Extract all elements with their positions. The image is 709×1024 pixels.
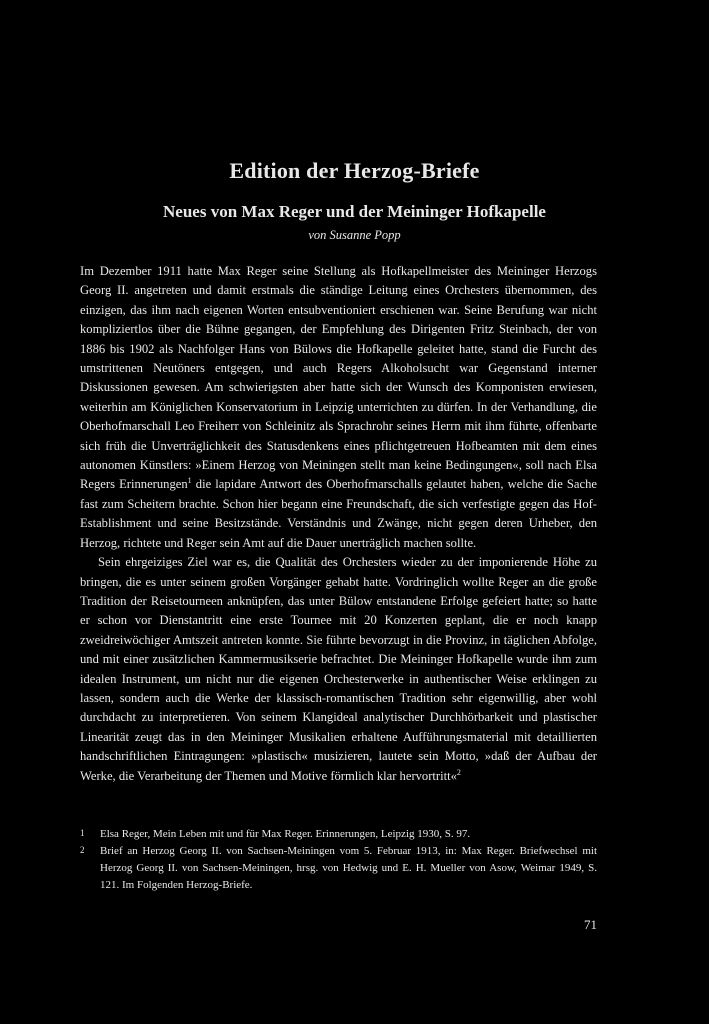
- footnote-number: 1: [80, 828, 85, 838]
- byline-prefix: von: [308, 228, 327, 242]
- footnote-text: Elsa Reger, Mein Leben mit und für Max Reger. Erinnerungen, Leipzig 1930, S. 97.: [100, 828, 471, 840]
- paragraph-2: [80, 553, 597, 786]
- footnote-ref-2[interactable]: 2: [456, 767, 461, 777]
- footnote-number: 2: [80, 845, 85, 855]
- footnote-1: [80, 826, 597, 843]
- footnote-2: [80, 843, 597, 894]
- article-byline: [0, 228, 709, 243]
- article-title: Edition der Herzog-Briefe: [229, 158, 480, 183]
- article-subtitle: Neues von Max Reger und der Meininger Hofkapelle: [163, 202, 546, 221]
- paragraph-1-text-b: die lapidare Antwort des Oberhofmarschalls gelautet haben, welche die Sache fast zum Scheitern brachte. Schon hier begann eine Freundschaft, die sich verfestigte gegen das Hof-Establishment und seine Besitzstände. Verständnis und Zwänge, nicht gegen deren Urheber, den Herzog, richtete und Reger sein Amt auf die Dauer unerträglich machen sollte.: [80, 477, 597, 550]
- paragraph-2-text-a: Sein ehrgeiziges Ziel war es, die Qualität des Orchesters wieder zu der imponierende Höhe zu bringen, die es unter seinem großen Vorgänger gehabt hatte. Vordringlich wollte Reger an die große Tradition der Reisetourneen anknüpfen, das unter Bülow entstandene Erfolge gefeiert hatte; so hatte er schon vor Dienstantritt eine erste Tournee mit 20 Konzerten geplant, die er noch knapp zweidreiwöchiger Amtszeit antreten konnte. Sie führte bevorzugt in die Provinz, in täglichen Abfolge, und mit einer zusätzlichen Kammermusikserie befrachtet. Die Meininger Hofkapelle wurde ihm zum idealen Instrument, um nicht nur die eigenen Orchesterwerke in authentischer Weise erklingen zu lassen, sondern auch die Werke der klassisch-romantischen Tradition sehr eigenwillig, aber wohl durchdacht zu interpretieren. Von seinem Klangideal analytischer Durchhörbarkeit und plastischer Linearität zeugt das in den Meininger Musikalien erhaltene Aufführungsmaterial mit detaillierten handschriftlichen Eintragungen: »plastisch« musizieren, lautete sein Motto, »daß der Aufbau der Werke, die Verarbeitung der Themen und Motive förmlich klar hervortritt«: [80, 555, 597, 783]
- paragraph-1: [80, 262, 597, 553]
- article-body: [80, 262, 597, 786]
- paragraph-1-text-a: Im Dezember 1911 hatte Max Reger seine Stellung als Hofkapellmeister des Meininger Herzogs Georg II. angetreten und damit erstmals die ständige Leitung eines Orchesters übernommen, des einzigen, das ihm nach eigenen Worten entsubventioniert erschienen war. Seine Berufung war nicht kompliziertlos über die Bühne gegangen, der Empfehlung des Dirigenten Fritz Steinbach, der von 1886 bis 1902 als Nachfolger Hans von Bülows die Hofkapelle geleitet hatte, stand die Furcht des umstrittenen Neutöners entgegen, und auch Regers Alkoholsucht war Gegenstand interner Diskussionen gewesen. Am schwierigsten aber hatte sich der Wunsch des Komponisten erwiesen, weiterhin am Königlichen Konservatorium in Leipzig unterrichten zu dürfen. In der Verhandlung, die Oberhofmarschall Leo Freiherr von Schleinitz als Sprachrohr seines Herrn mit ihm führte, offenbarte sich früh die Unverträglichkeit des Statusdenkens eines pflichtgetreuen Hofbeamten mit dem eines autonomen Künstlers: »Einem Herzog von Meiningen stellt man keine Bedingungen«, soll nach Elsa Regers Erinnerungen: [80, 264, 597, 492]
- byline-author: Susanne Popp: [329, 228, 401, 242]
- footnotes: [80, 826, 597, 894]
- footnote-text: Brief an Herzog Georg II. von Sachsen-Meiningen vom 5. Februar 1913, in: Max Reger. Briefwechsel mit Herzog Georg II. von Sachsen-Meiningen, hrsg. von Hedwig und E. H. Mueller von Asow, Weimar 1949, S. 121. Im Folgenden Herzog-Briefe.: [100, 845, 597, 891]
- page-number: 71: [584, 917, 597, 932]
- footnote-ref-1[interactable]: 1: [187, 476, 192, 486]
